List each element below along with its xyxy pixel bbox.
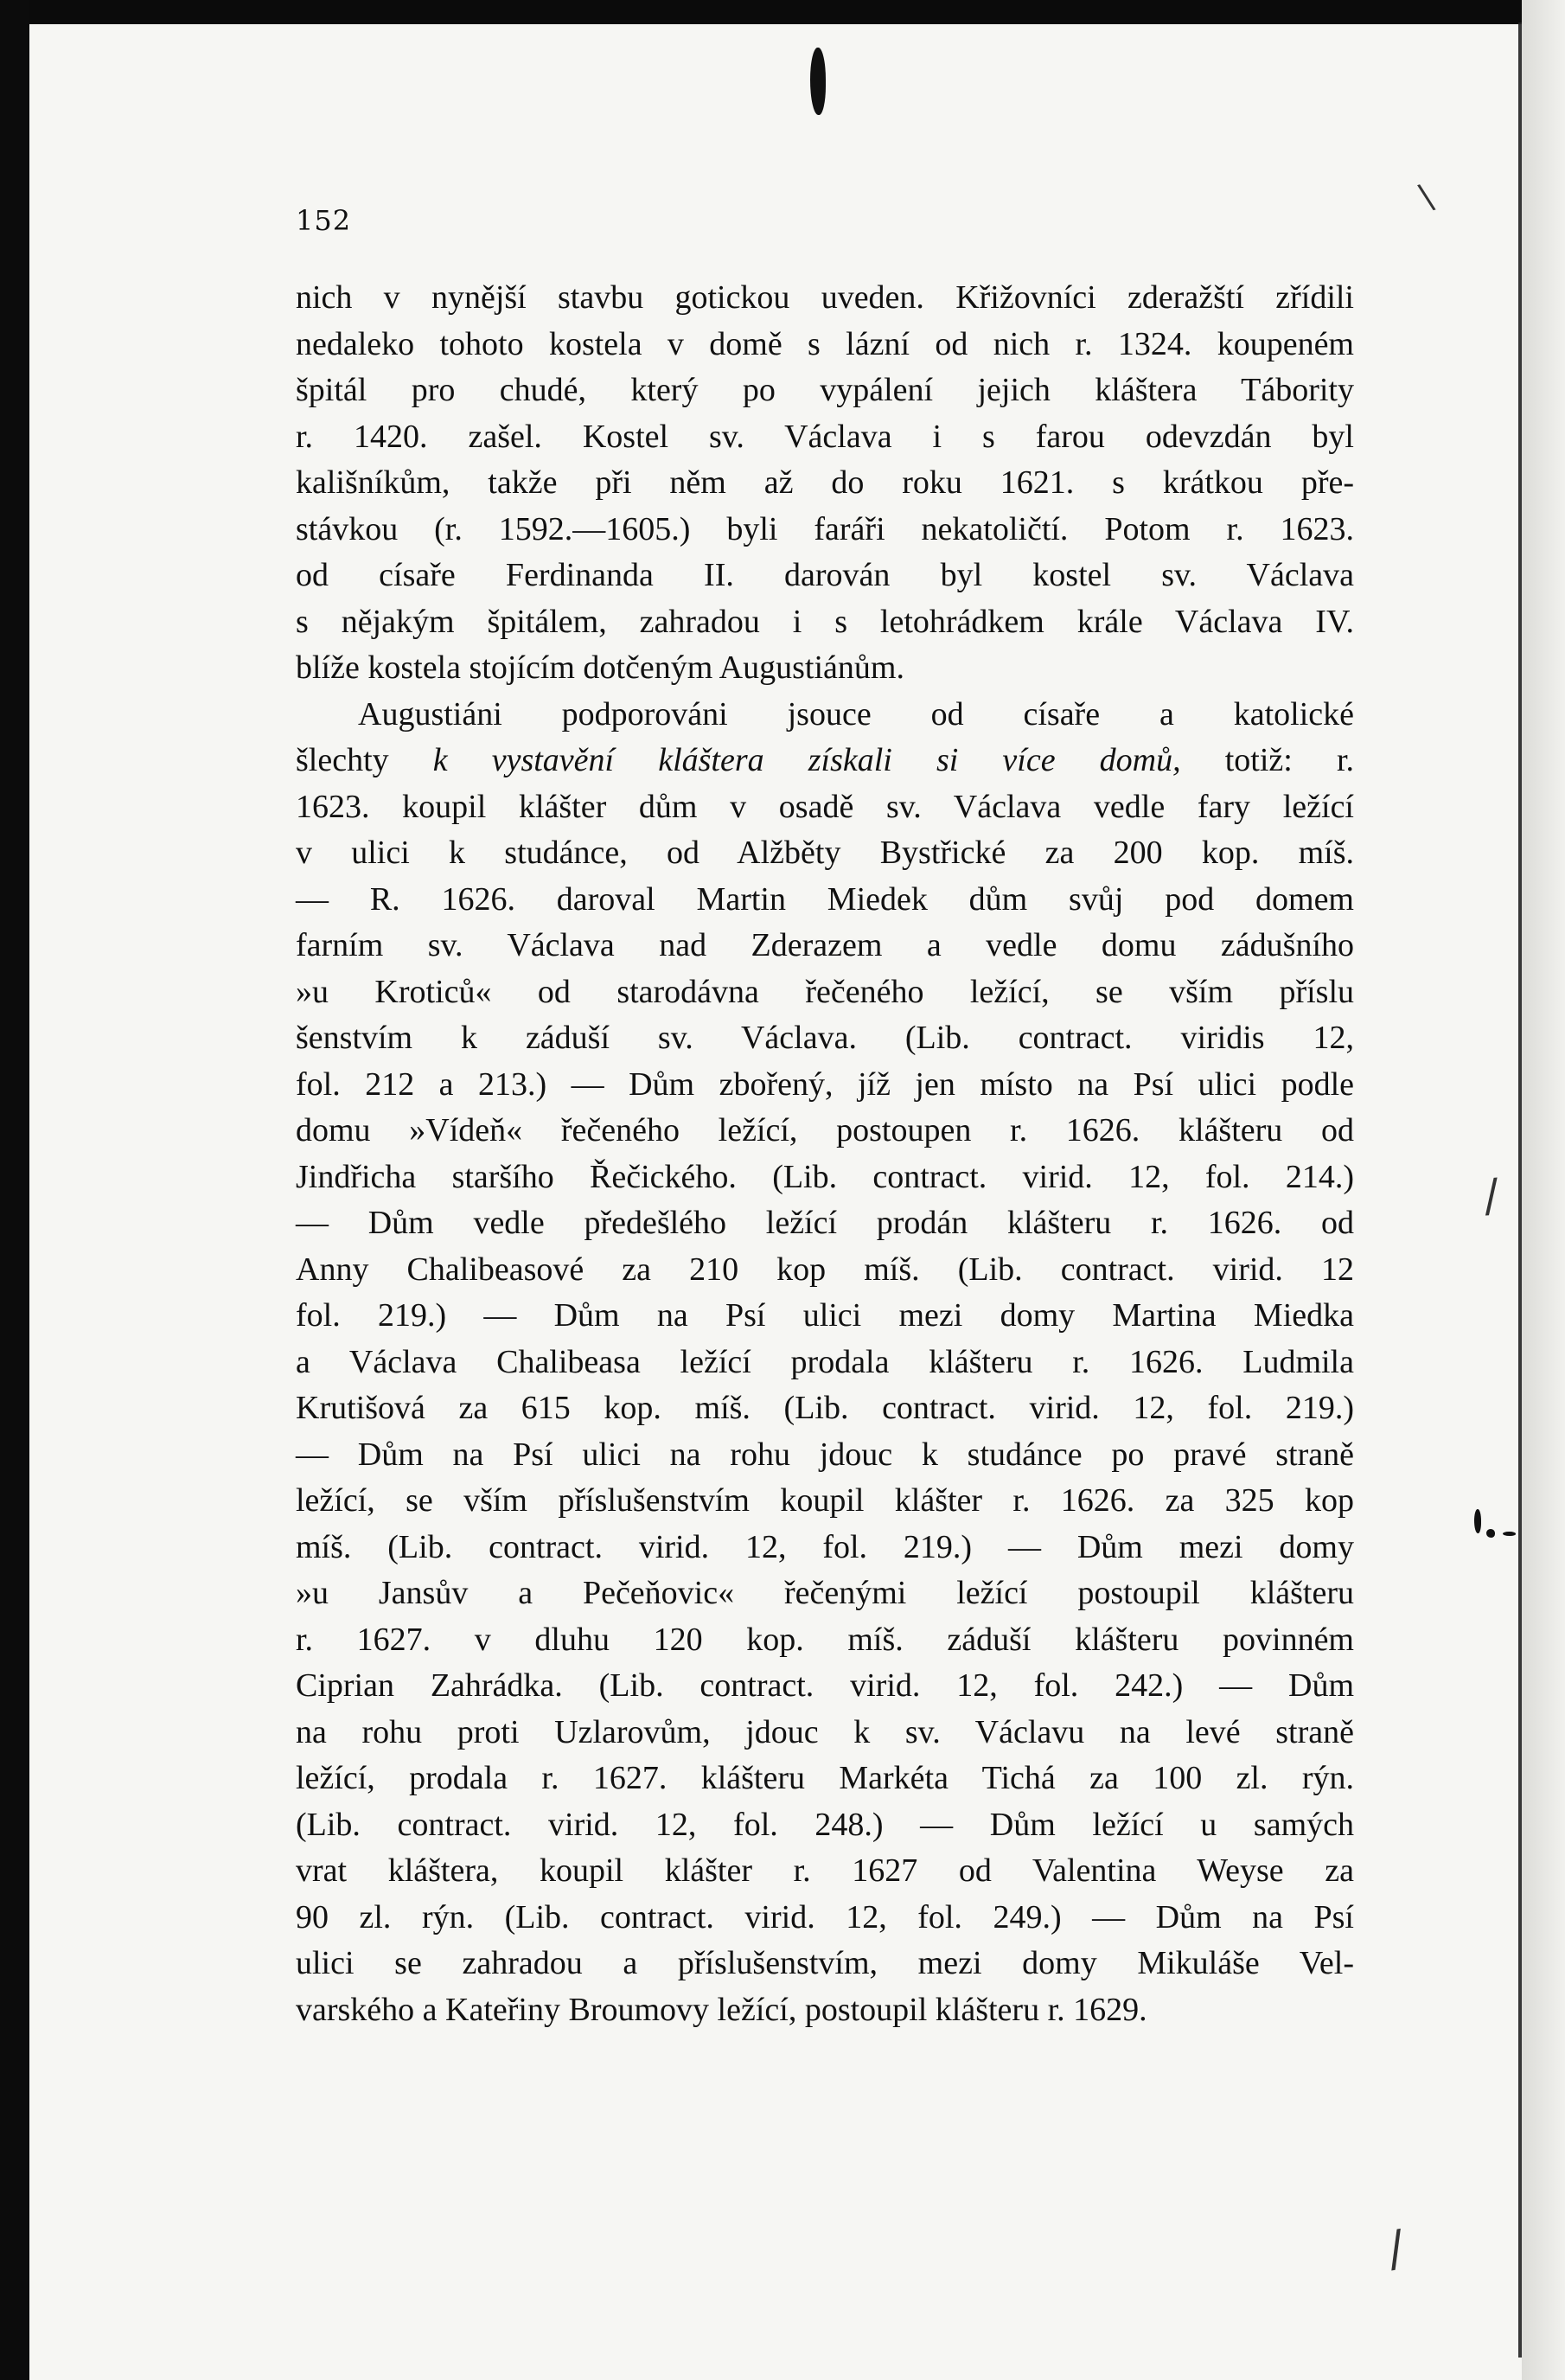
text-line: od císaře Ferdinanda II. darován byl kostel sv. Václava xyxy=(296,557,1354,593)
margin-mark xyxy=(1503,1532,1516,1536)
text-line: špitál pro chudé, který po vypálení jejich kláštera Tábority xyxy=(296,372,1354,408)
text-line: farním sv. Václava nad Zderazem a vedle domu zádušního xyxy=(296,927,1354,963)
scan-left-border xyxy=(0,0,29,2380)
text-line: 1623. koupil klášter dům v osadě sv. Václava vedle fary ležící xyxy=(296,788,1354,825)
italic-text-fragment: k vystavění kláštera získali si více domů, xyxy=(432,742,1181,778)
text-line: r. 1627. v dluhu 120 kop. míš. záduší klášteru povinném xyxy=(296,1621,1354,1658)
text-line: nich v nynější stavbu gotickou uveden. Křižovníci zderažští zřídili xyxy=(296,279,1354,316)
text-line: »u Jansův a Pečeňovic« řečenými ležící postoupil klášteru xyxy=(296,1575,1354,1611)
ink-blot xyxy=(810,48,826,115)
text-fragment: totiž: r. xyxy=(1224,742,1354,778)
margin-scratch: \ xyxy=(1415,176,1438,218)
margin-scratch: / xyxy=(1481,1169,1502,1223)
scan-right-rule xyxy=(1518,22,1522,2358)
text-line: 90 zl. rýn. (Lib. contract. virid. 12, fol. 249.) — Dům na Psí xyxy=(296,1898,1354,1935)
margin-mark xyxy=(1486,1529,1495,1538)
text-line: a Václava Chalibeasa ležící prodala klášteru r. 1626. Ludmila xyxy=(296,1343,1354,1380)
text-line: fol. 212 a 213.) — Dům zbořený, jíž jen místo na Psí ulici podle xyxy=(296,1065,1354,1103)
text-line: nedaleko tohoto kostela v domě s lázní od nich r. 1324. koupeném xyxy=(296,325,1354,362)
text-line: ležící, se vším příslušenstvím koupil klášter r. 1626. za 325 kop xyxy=(296,1482,1354,1519)
text-line: blíže kostela stojícím dotčeným Augustiánům. xyxy=(296,649,904,686)
text-line: na rohu proti Uzlarovům, jdouc k sv. Václavu na levé straně xyxy=(296,1713,1354,1750)
text-line: domu »Vídeň« řečeného ležící, postoupen r. 1626. klášteru od xyxy=(296,1112,1354,1148)
text-line: Ciprian Zahrádka. (Lib. contract. virid. 12, fol. 242.) — Dům xyxy=(296,1667,1354,1704)
text-line: ulici se zahradou a příslušenstvím, mezi domy Mikuláše Vel- xyxy=(296,1945,1354,1981)
text-line: stávkou (r. 1592.—1605.) byli faráři nekatoličtí. Potom r. 1623. xyxy=(296,510,1354,547)
margin-mark xyxy=(1474,1509,1481,1533)
text-line: Jindřicha staršího Řečického. (Lib. contract. virid. 12, fol. 214.) xyxy=(296,1158,1354,1195)
text-line: v ulici k studánce, od Alžběty Bystřické za 200 kop. míš. xyxy=(296,835,1354,871)
text-line: (Lib. contract. virid. 12, fol. 248.) — Dům ležící u samých xyxy=(296,1806,1354,1843)
scan-top-border xyxy=(0,0,1565,24)
scan-right-strip xyxy=(1522,0,1565,2380)
text-line: Anny Chalibeasové za 210 kop míš. (Lib. contract. virid. 12 xyxy=(296,1251,1354,1288)
margin-scratch: / xyxy=(1383,2219,1409,2279)
page-number: 152 xyxy=(296,204,352,237)
text-line: — R. 1626. daroval Martin Miedek dům svůj pod domem xyxy=(296,880,1354,918)
text-line: Augustiáni podporováni jsouce od císaře a katolické xyxy=(358,695,1354,733)
text-line: »u Kroticů« od starodávna řečeného ležící, se vším příslu xyxy=(296,973,1354,1010)
text-line: — Dům na Psí ulici na rohu jdouc k studánce po pravé straně xyxy=(296,1436,1354,1473)
text-line: míš. (Lib. contract. virid. 12, fol. 219.) — Dům mezi domy xyxy=(296,1528,1354,1565)
text-line-mixed xyxy=(296,738,1354,784)
text-line: ležící, prodala r. 1627. klášteru Markéta Tichá za 100 zl. rýn. xyxy=(296,1760,1354,1796)
text-line: s nějakým špitálem, zahradou i s letohrádkem krále Václava IV. xyxy=(296,603,1354,640)
text-line: — Dům vedle předešlého ležící prodán klášteru r. 1626. od xyxy=(296,1205,1354,1241)
text-line: šenstvím k záduší sv. Václava. (Lib. contract. viridis 12, xyxy=(296,1020,1354,1056)
text-line: r. 1420. zašel. Kostel sv. Václava i s farou odevzdán byl xyxy=(296,418,1354,455)
text-line: fol. 219.) — Dům na Psí ulici mezi domy Martina Miedka xyxy=(296,1297,1354,1334)
text-line: Krutišová za 615 kop. míš. (Lib. contract. virid. 12, fol. 219.) xyxy=(296,1390,1354,1426)
body-text xyxy=(296,275,1354,2033)
text-fragment: šlechty xyxy=(296,742,389,778)
text-line: vrat kláštera, koupil klášter r. 1627 od Valentina Weyse za xyxy=(296,1852,1354,1889)
text-line: varského a Kateřiny Broumovy ležící, postoupil klášteru r. 1629. xyxy=(296,1991,1147,2028)
text-line: kališníkům, takže při něm až do roku 1621. s krátkou pře- xyxy=(296,464,1354,501)
